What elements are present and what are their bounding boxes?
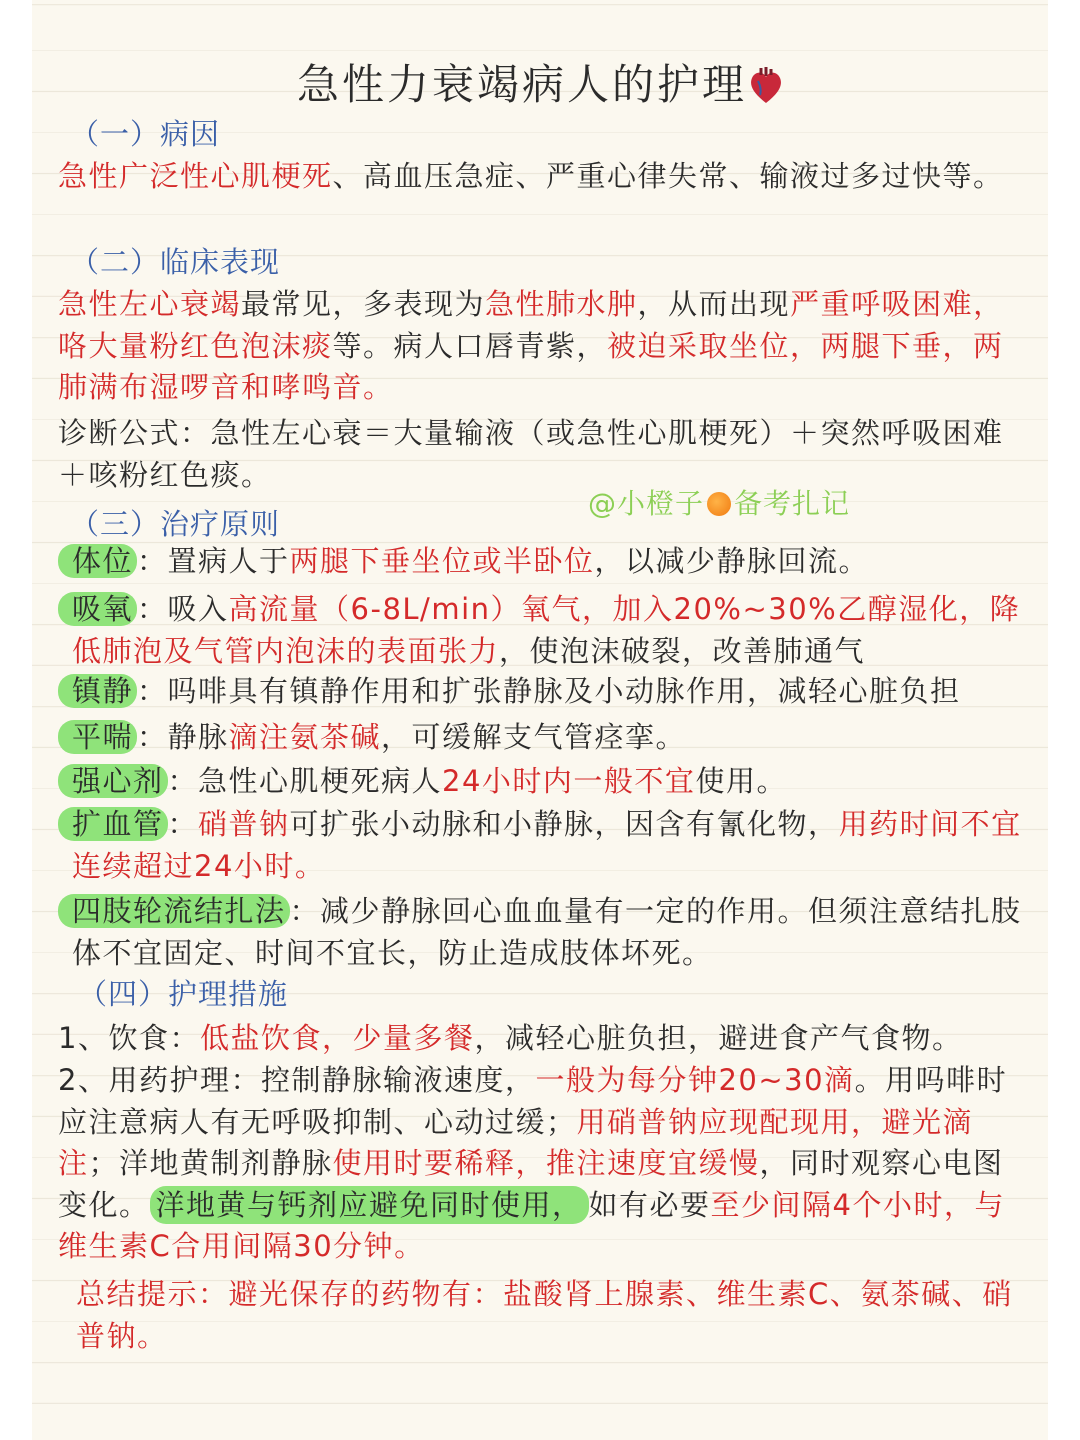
nursing-diet [58,1018,1033,1060]
item-text: ：静脉 [137,720,229,754]
item-text: 可扩张小动脉和小静脉，因含有氰化物， [289,807,839,841]
key-label: 扩血管 [58,807,168,841]
item-emphasis: 一般为每分钟20~30滴 [535,1063,855,1097]
clinical-text-1: 最常见，多表现为 [241,287,486,321]
section-heading-nursing: （四）护理措施 [78,977,289,1011]
key-label: 镇静 [58,674,137,708]
key-label: 体位 [58,544,137,578]
diagnosis-formula: 诊断公式：急性左心衰＝大量输液（或急性心肌梗死）＋突然呼吸困难＋咳粉红色痰。 [58,416,1004,492]
watermark-author: @小橙子 [588,487,705,520]
highlighted-warning: 洋地黄与钙剂应避免同时使用， [150,1186,589,1224]
item-emphasis: 高流量（6-8L/min）氧气，加入20%~30%乙醇湿化，降低肺泡及气管内泡沫的表面张力 [72,592,1021,668]
section-heading-treatment: （三）治疗原则 [70,507,281,541]
item-emphasis: 两腿下垂坐位或半卧位 [289,544,595,578]
item-text: ；洋地黄制剂静脉 [88,1146,333,1180]
item-text: 如有必要 [588,1187,711,1222]
item-text: 2、用药护理：控制静脉输液速度， [58,1063,536,1097]
key-label: 强心剂 [58,764,168,798]
summary-note: 总结提示：避光保存的药物有：盐酸肾上腺素、维生素C、氨茶碱、硝普钠。 [76,1277,1013,1353]
treatment-item-tourniquet [72,891,1032,974]
item-text: ，同时观察心电图变化。 [58,1146,1004,1222]
item-text: 使用。 [695,764,787,798]
item-text: ：急性心肌梗死病人 [167,764,443,798]
item-emphasis: 低盐饮食，少量多餐 [199,1021,475,1055]
item-emphasis: 硝普钠 [198,807,290,841]
page-title [32,52,1048,115]
nursing-drug-care [58,1060,1033,1268]
key-label: 四肢轮流结扎法 [58,894,290,928]
clinical-emphasis-4: 被迫采取坐位，两腿下垂，两肺满布湿啰音和哮鸣音。 [58,328,1004,404]
title-text: 急性力衰竭病人的护理 [296,60,747,109]
causes-emphasis: 急性广泛性心肌梗死 [58,159,333,193]
treatment-item-sedation [72,671,1032,713]
item-text: 1、饮食： [58,1021,200,1055]
item-text: ，可缓解支气管痉挛。 [381,720,687,754]
causes-paragraph [58,156,1033,198]
item-text: ： [167,807,199,841]
clinical-emphasis-3: 严重呼吸困难，咯大量粉红色泡沫痰 [58,287,1004,363]
watermark-tag: 备考扎记 [734,487,851,520]
item-text: ，使泡沫破裂，改善肺通气 [499,633,866,668]
treatment-item-position [72,541,1032,583]
clinical-text-2: ，从而出现 [637,287,791,321]
treatment-item-cardiotonic [72,761,1032,803]
item-text: ：减少静脉回心血血量有一定的作用。但须注意结扎肢体不宜固定、时间不宜长，防止造成肢体坏死。 [72,894,1022,970]
clinical-emphasis-2: 急性肺水肿 [485,287,638,321]
item-text: ，以减少静脉回流。 [594,544,870,578]
heart-icon [749,66,783,115]
section-heading-causes: （一）病因 [70,117,221,151]
section-heading-clinical: （二）临床表现 [70,245,281,279]
clinical-text-3: 等。病人口唇青紫， [332,328,608,363]
item-emphasis: 用药时间不宜连续超过24小时。 [72,807,1022,883]
item-emphasis: 滴注氨茶碱 [228,720,382,754]
item-text: ：置病人于 [137,544,290,578]
treatment-item-vasodilator [72,804,1032,887]
item-emphasis: 24小时内一般不宜 [442,764,696,798]
item-emphasis: 使用时要稀释，推注速度宜缓慢 [332,1146,760,1180]
notebook-page [32,0,1048,1440]
clinical-paragraph [58,284,1033,409]
item-text: ：吸入 [137,592,229,626]
item-emphasis: 用硝普钠应现配现用，避光滴注 [58,1104,974,1180]
key-label: 吸氧 [58,592,137,626]
item-text: 。用吗啡时应注意病人有无呼吸抑制、心动过缓； [58,1063,1008,1139]
watermark [588,482,850,522]
item-text: ：吗啡具有镇静作用和扩张静脉及小动脉作用，减轻心脏负担 [137,674,961,708]
item-text: ，减轻心脏负担，避进食产气食物。 [474,1021,963,1055]
clinical-emphasis-1: 急性左心衰竭 [58,287,242,321]
item-emphasis: 至少间隔4个小时，与维生素C合用间隔30分钟。 [58,1187,1005,1263]
key-label: 平喘 [58,720,137,754]
orange-icon [707,492,731,516]
treatment-item-antiasthma [72,717,1032,759]
treatment-item-oxygen [72,589,1032,672]
causes-text: 、高血压急症、严重心律失常、输液过多过快等。 [332,159,1004,193]
